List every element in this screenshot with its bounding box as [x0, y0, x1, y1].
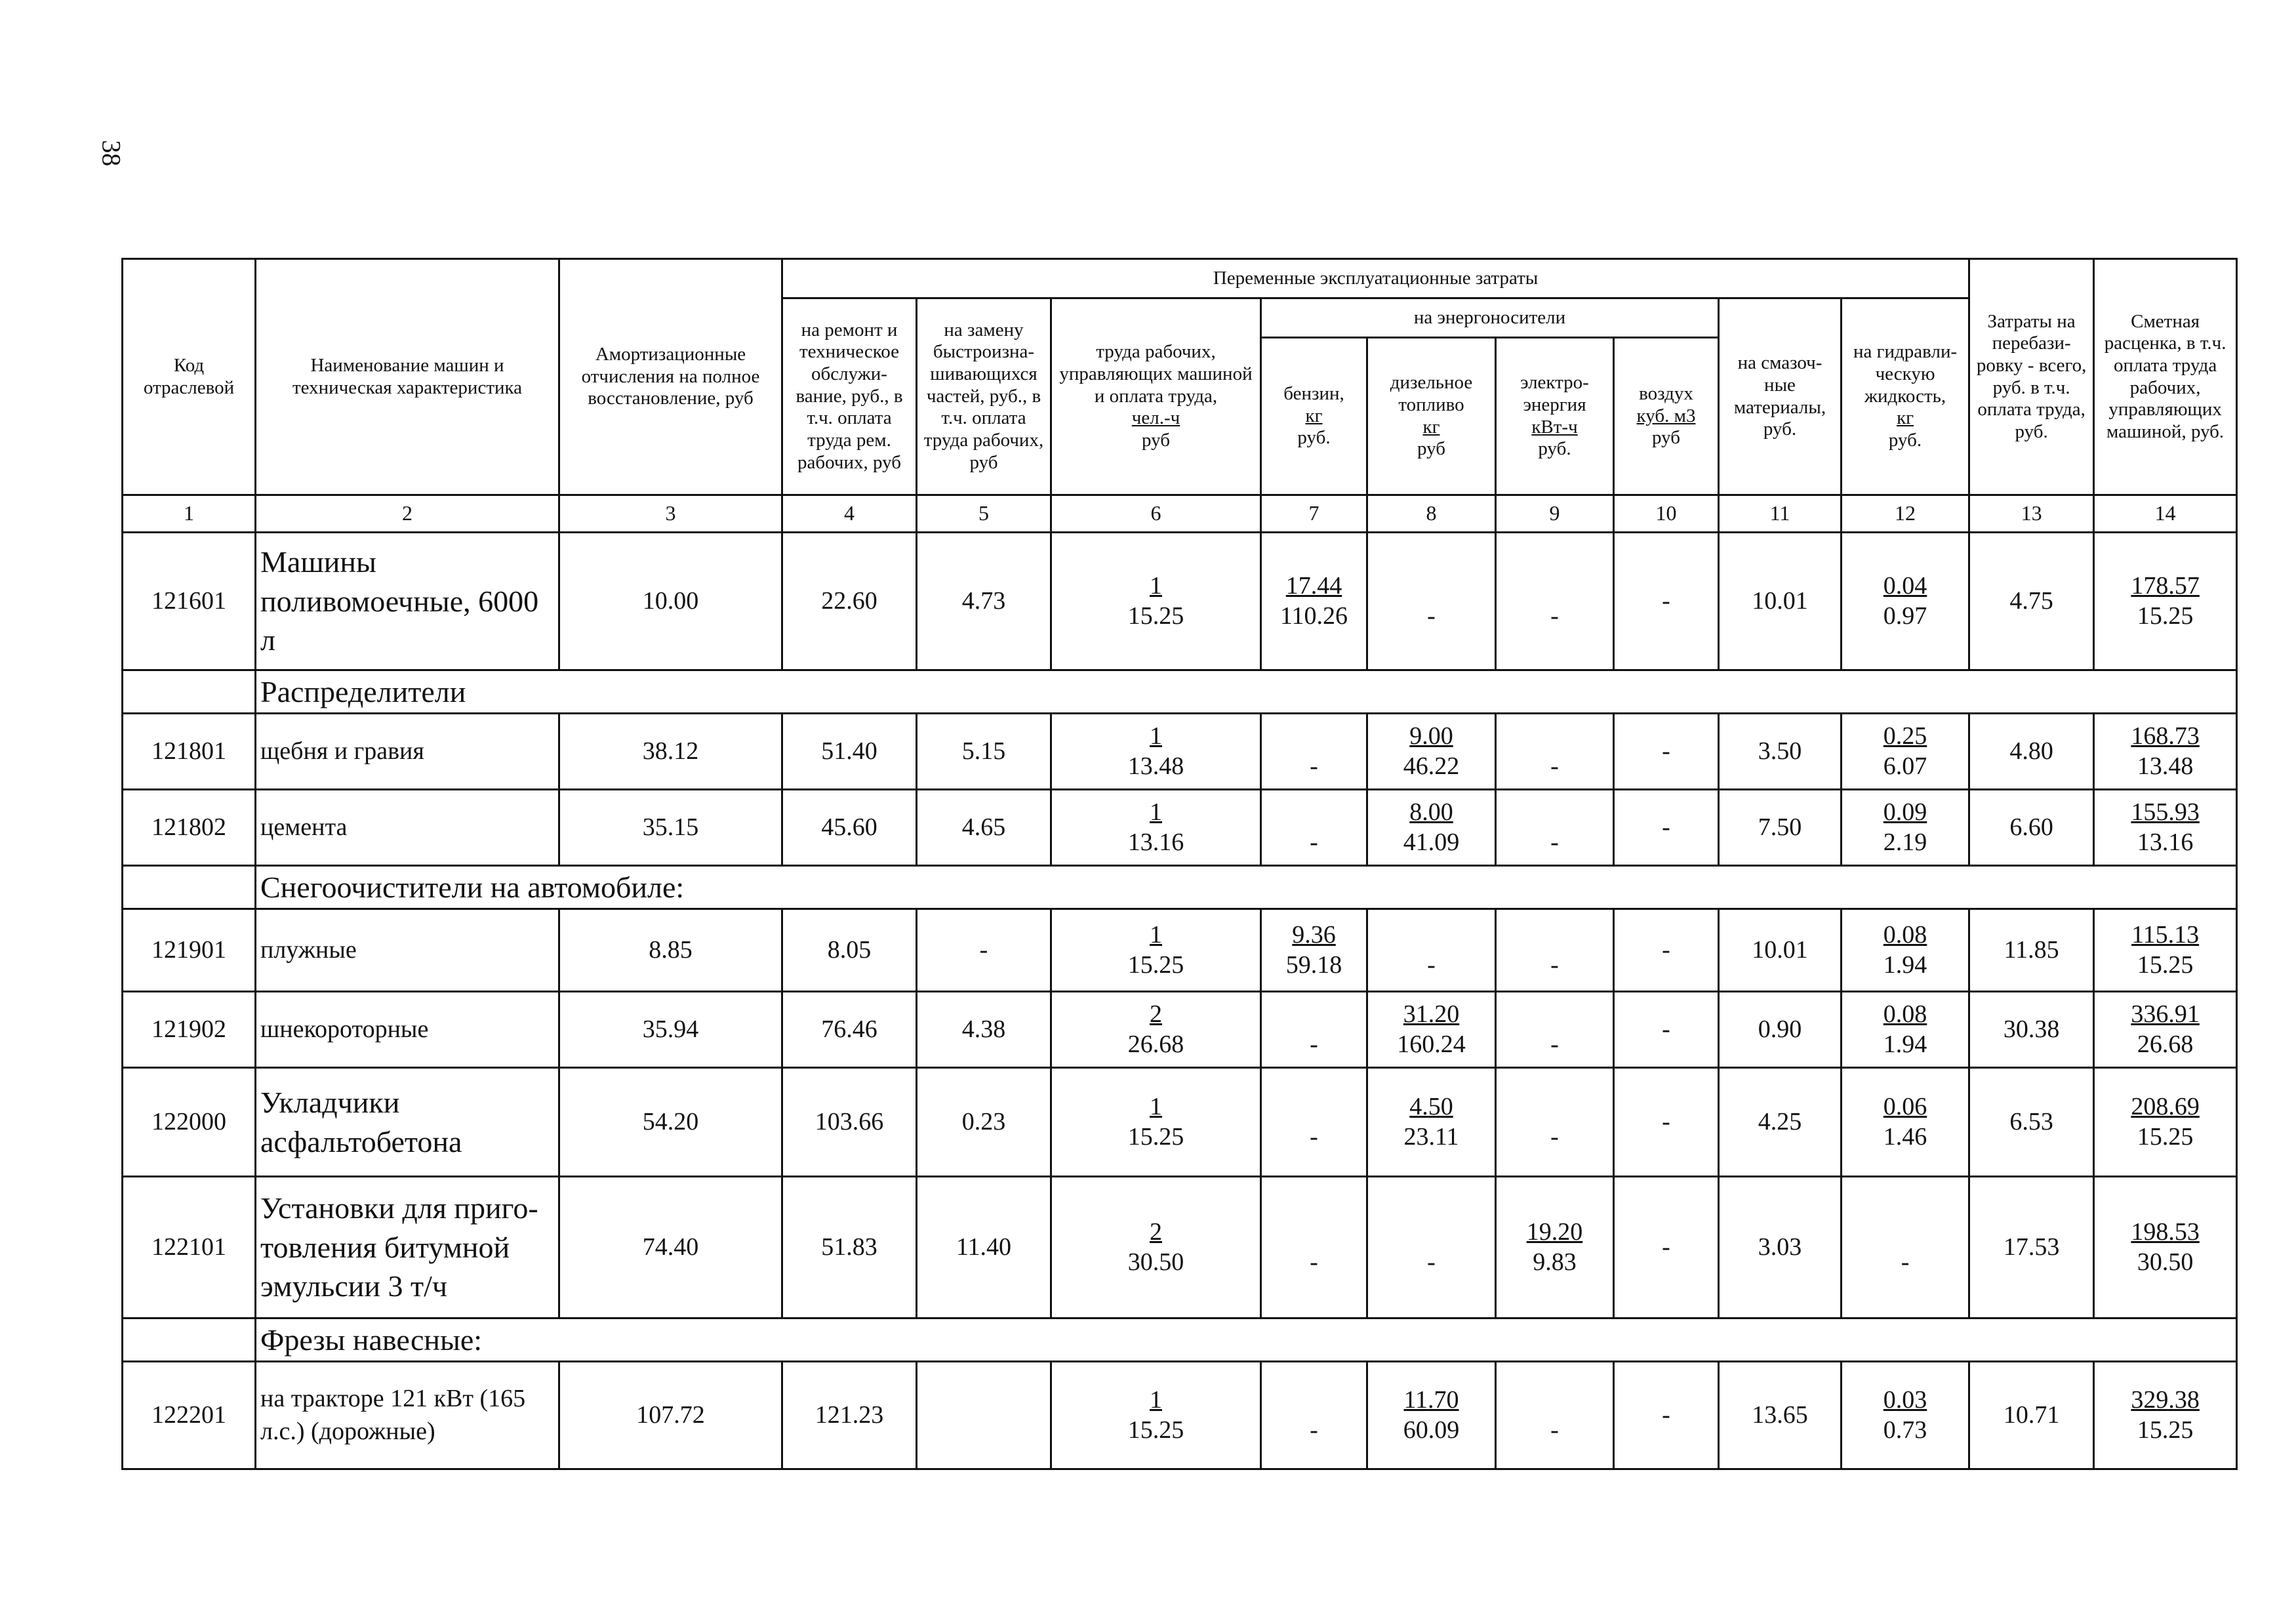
col-number: 9 [1496, 495, 1614, 533]
diesel-cell [1367, 1362, 1496, 1469]
diesel-cell-norm [1372, 571, 1491, 602]
hydraulic-cell [1842, 1177, 1969, 1319]
petrol-cell-norm [1266, 1092, 1362, 1122]
repair-cell: 51.40 [782, 714, 917, 790]
diesel-cell-norm: 9.00 [1409, 722, 1453, 750]
estimate-cell-norm: 155.93 [2131, 798, 2200, 826]
petrol-cell-cost: - [1310, 1122, 1318, 1151]
electricity-cell-cost: - [1550, 602, 1559, 630]
labor-cell-cost: 15.25 [1127, 1122, 1184, 1151]
header-repair: на ремонт и техническое обслужи-вание, руб., в т.ч. оплата труда рем. рабочих, руб [782, 298, 917, 495]
repair-cell: 8.05 [782, 909, 917, 992]
relocation-cell: 11.85 [1969, 909, 2094, 992]
header-energy: на энергоносители [1261, 298, 1719, 338]
header-labor-rub: руб [1142, 429, 1170, 451]
petrol-cell-cost: - [1310, 828, 1318, 856]
electricity-cell-norm [1500, 1092, 1609, 1122]
name-cell: Установки для приго-товления битумной эмульсии 3 т/ч [256, 1177, 559, 1319]
name-cell: щебня и гравия [256, 714, 559, 790]
estimate-cell-norm: 178.57 [2131, 571, 2200, 600]
table-body [123, 533, 2237, 1469]
electricity-cell-cost: - [1550, 951, 1559, 979]
header-petrol-text: бензин, [1283, 383, 1344, 405]
air-cell: - [1614, 992, 1719, 1068]
diesel-cell-cost: 46.22 [1403, 752, 1460, 780]
hydraulic-cell [1842, 714, 1969, 790]
header-variable: Переменные эксплуатационные затраты [782, 259, 1969, 298]
labor-cell [1051, 714, 1261, 790]
header-petrol-rub: руб. [1297, 427, 1331, 449]
hydraulic-cell-norm: 0.09 [1883, 798, 1927, 826]
amort-cell: 35.94 [559, 992, 782, 1068]
petrol-cell-cost: - [1310, 752, 1318, 780]
lube-cell: 0.90 [1719, 992, 1842, 1068]
group-row [123, 670, 2237, 714]
col-number: 1 [123, 495, 256, 533]
lube-cell: 7.50 [1719, 790, 1842, 866]
estimate-cell-norm: 198.53 [2131, 1217, 2200, 1246]
electricity-cell-norm: 19.20 [1526, 1217, 1583, 1246]
labor-cell [1051, 1068, 1261, 1177]
header-lube: на смазоч-ные материалы, руб. [1719, 298, 1842, 495]
table-row [123, 1068, 2237, 1177]
col-number: 11 [1719, 495, 1842, 533]
hydraulic-cell-cost: 1.46 [1883, 1122, 1927, 1151]
header-diesel [1367, 338, 1496, 495]
table-row [123, 790, 2237, 866]
petrol-cell-norm [1266, 1000, 1362, 1030]
labor-cell-norm: 1 [1150, 798, 1162, 826]
header-hydraulic-text: на гидравли-ческую жидкость, [1853, 341, 1958, 407]
header-labor-text: труда рабочих, управляющих машиной и оплата труда, [1059, 341, 1253, 407]
diesel-cell-cost: - [1427, 951, 1436, 979]
header-labor [1051, 298, 1261, 495]
electricity-cell-norm [1500, 722, 1609, 752]
diesel-cell [1367, 992, 1496, 1068]
col-number: 2 [256, 495, 559, 533]
col-number: 12 [1842, 495, 1969, 533]
amort-cell: 107.72 [559, 1362, 782, 1469]
name-cell: цемента [256, 790, 559, 866]
code-cell: 121601 [123, 533, 256, 670]
machine-cost-table [121, 258, 2238, 1470]
group-code-cell [123, 670, 256, 714]
table-row [123, 1362, 2237, 1469]
header-estimate: Сметная расценка, в т.ч. оплата труда рабочих, управляющих машиной, руб. [2094, 259, 2237, 495]
estimate-cell [2094, 533, 2237, 670]
name-cell: на тракторе 121 кВт (165 л.с.) (дорожные) [256, 1362, 559, 1469]
lube-cell: 4.25 [1719, 1068, 1842, 1177]
hydraulic-cell [1842, 1068, 1969, 1177]
table-row [123, 714, 2237, 790]
labor-cell-norm: 1 [1150, 722, 1162, 750]
petrol-cell-cost: - [1310, 1416, 1318, 1444]
electricity-cell-cost: 9.83 [1533, 1248, 1577, 1276]
header-relocation: Затраты на перебази-ровку - всего, руб. в т.ч. оплата труда, руб. [1969, 259, 2094, 495]
name-cell: шнекороторные [256, 992, 559, 1068]
parts-cell: 4.73 [917, 533, 1051, 670]
petrol-cell-norm: 17.44 [1285, 571, 1342, 600]
hydraulic-cell-cost: 2.19 [1883, 828, 1927, 856]
hydraulic-cell [1842, 909, 1969, 992]
electricity-cell-norm [1500, 1000, 1609, 1030]
petrol-cell [1261, 1068, 1367, 1177]
electricity-cell-cost: - [1550, 1122, 1559, 1151]
hydraulic-cell-norm: 0.03 [1883, 1385, 1927, 1414]
relocation-cell: 4.80 [1969, 714, 2094, 790]
diesel-cell-cost: 41.09 [1403, 828, 1460, 856]
air-cell: - [1614, 714, 1719, 790]
petrol-cell [1261, 1362, 1367, 1469]
air-cell: - [1614, 533, 1719, 670]
labor-cell-cost: 30.50 [1127, 1248, 1184, 1276]
estimate-cell-cost: 30.50 [2137, 1248, 2194, 1276]
hydraulic-cell-cost: 0.73 [1883, 1416, 1927, 1444]
lube-cell: 13.65 [1719, 1362, 1842, 1469]
parts-cell: 4.38 [917, 992, 1051, 1068]
labor-cell [1051, 1177, 1261, 1319]
petrol-cell-norm [1266, 1217, 1362, 1248]
diesel-cell-cost: 60.09 [1403, 1416, 1460, 1444]
lube-cell: 10.01 [1719, 909, 1842, 992]
amort-cell: 35.15 [559, 790, 782, 866]
estimate-cell-cost: 15.25 [2137, 1122, 2194, 1151]
hydraulic-cell-norm [1846, 1217, 1964, 1248]
air-cell: - [1614, 1177, 1719, 1319]
hydraulic-cell-cost: 1.94 [1883, 951, 1927, 979]
diesel-cell-cost: - [1427, 1248, 1436, 1276]
estimate-cell-norm: 208.69 [2131, 1092, 2200, 1120]
header-air-rub: руб [1652, 427, 1680, 449]
amort-cell: 38.12 [559, 714, 782, 790]
hydraulic-cell-norm: 0.25 [1883, 722, 1927, 750]
air-cell: - [1614, 790, 1719, 866]
air-cell: - [1614, 909, 1719, 992]
relocation-cell: 17.53 [1969, 1177, 2094, 1319]
header-elec-rub: руб. [1538, 438, 1571, 460]
diesel-cell-cost: - [1427, 602, 1436, 630]
electricity-cell-cost: - [1550, 1030, 1559, 1058]
diesel-cell-norm: 11.70 [1403, 1385, 1459, 1414]
group-code-cell [123, 1319, 256, 1362]
group-heading: Фрезы навесные: [256, 1319, 2237, 1362]
diesel-cell [1367, 714, 1496, 790]
air-cell: - [1614, 1068, 1719, 1177]
col-number: 5 [917, 495, 1051, 533]
hydraulic-cell [1842, 790, 1969, 866]
diesel-cell [1367, 790, 1496, 866]
labor-cell-cost: 15.25 [1127, 602, 1184, 630]
petrol-cell [1261, 533, 1367, 670]
labor-cell-cost: 13.16 [1127, 828, 1184, 856]
header-elec-unit: кВт-ч [1531, 416, 1578, 438]
diesel-cell-norm: 8.00 [1409, 798, 1453, 826]
table-row [123, 992, 2237, 1068]
hydraulic-cell-cost: - [1901, 1248, 1910, 1276]
col-number: 7 [1261, 495, 1367, 533]
page-number: 38 [96, 140, 127, 167]
parts-cell: 5.15 [917, 714, 1051, 790]
code-cell: 121802 [123, 790, 256, 866]
code-cell: 122201 [123, 1362, 256, 1469]
labor-cell-cost: 13.48 [1127, 752, 1184, 780]
header-diesel-rub: руб [1417, 438, 1445, 460]
col-number: 13 [1969, 495, 2094, 533]
diesel-cell-cost: 23.11 [1403, 1122, 1459, 1151]
code-cell: 122000 [123, 1068, 256, 1177]
name-cell: Машины поливомоечные, 6000 л [256, 533, 559, 670]
amort-cell: 74.40 [559, 1177, 782, 1319]
estimate-cell-norm: 329.38 [2131, 1385, 2200, 1414]
code-cell: 121901 [123, 909, 256, 992]
labor-cell-norm: 2 [1150, 1000, 1162, 1028]
electricity-cell [1496, 1362, 1614, 1469]
relocation-cell: 10.71 [1969, 1362, 2094, 1469]
header-hydraulic-unit: кг [1897, 407, 1914, 429]
electricity-cell-cost: - [1550, 1416, 1559, 1444]
lube-cell: 3.03 [1719, 1177, 1842, 1319]
petrol-cell-norm [1266, 798, 1362, 828]
group-code-cell [123, 866, 256, 909]
header-amort: Амортизационные отчисления на полное восстановление, руб [559, 259, 782, 495]
petrol-cell-cost: - [1310, 1030, 1318, 1058]
labor-cell-norm: 1 [1150, 1092, 1162, 1120]
header-labor-unit: чел.-ч [1131, 407, 1180, 429]
code-cell: 121902 [123, 992, 256, 1068]
hydraulic-cell-cost: 1.94 [1883, 1030, 1927, 1058]
petrol-cell [1261, 714, 1367, 790]
parts-cell: 4.65 [917, 790, 1051, 866]
estimate-cell-cost: 15.25 [2137, 1416, 2194, 1444]
header-diesel-text: дизельное топливо [1390, 372, 1473, 415]
header-elec-text: электро-энергия [1520, 372, 1589, 415]
code-cell: 122101 [123, 1177, 256, 1319]
header-parts: на замену быстроизна-шивающихся частей, руб., в т.ч. оплата труда рабочих, руб [917, 298, 1051, 495]
name-cell: плужные [256, 909, 559, 992]
header-petrol-unit: кг [1305, 405, 1323, 426]
estimate-cell-cost: 13.16 [2137, 828, 2194, 856]
electricity-cell [1496, 1177, 1614, 1319]
electricity-cell-norm [1500, 920, 1609, 951]
hydraulic-cell-norm: 0.08 [1883, 1000, 1927, 1028]
labor-cell [1051, 1362, 1261, 1469]
header-hydraulic-rub: руб. [1888, 429, 1922, 451]
electricity-cell-cost: - [1550, 828, 1559, 856]
estimate-cell [2094, 714, 2237, 790]
name-cell: Укладчики асфальтобетона [256, 1068, 559, 1177]
parts-cell: 11.40 [917, 1177, 1051, 1319]
electricity-cell [1496, 714, 1614, 790]
estimate-cell-cost: 26.68 [2137, 1030, 2194, 1058]
col-number: 8 [1367, 495, 1496, 533]
petrol-cell-norm: 9.36 [1292, 920, 1336, 949]
table-row [123, 533, 2237, 670]
electricity-cell-norm [1500, 571, 1609, 602]
col-number: 3 [559, 495, 782, 533]
hydraulic-cell-cost: 0.97 [1883, 602, 1927, 630]
diesel-cell [1367, 533, 1496, 670]
header-air-text: воздух [1639, 383, 1693, 405]
header-air-unit: куб. м3 [1636, 405, 1696, 426]
repair-cell: 22.60 [782, 533, 917, 670]
header-name: Наименование машин и техническая характеристика [256, 259, 559, 495]
lube-cell: 10.01 [1719, 533, 1842, 670]
estimate-cell [2094, 790, 2237, 866]
group-row [123, 866, 2237, 909]
col-number: 10 [1614, 495, 1719, 533]
diesel-cell-norm: 4.50 [1409, 1092, 1453, 1120]
amort-cell: 8.85 [559, 909, 782, 992]
hydraulic-cell [1842, 533, 1969, 670]
estimate-cell-cost: 13.48 [2137, 752, 2194, 780]
relocation-cell: 30.38 [1969, 992, 2094, 1068]
electricity-cell-norm [1500, 798, 1609, 828]
parts-cell [917, 1362, 1051, 1469]
table-header [123, 259, 2237, 533]
repair-cell: 121.23 [782, 1362, 917, 1469]
electricity-cell [1496, 992, 1614, 1068]
labor-cell-norm: 1 [1150, 1385, 1162, 1414]
amort-cell: 10.00 [559, 533, 782, 670]
hydraulic-cell [1842, 1362, 1969, 1469]
parts-cell: 0.23 [917, 1068, 1051, 1177]
estimate-cell [2094, 1068, 2237, 1177]
labor-cell-norm: 1 [1150, 571, 1162, 600]
electricity-cell-cost: - [1550, 752, 1559, 780]
col-number: 14 [2094, 495, 2237, 533]
diesel-cell [1367, 909, 1496, 992]
diesel-cell-norm: 31.20 [1403, 1000, 1460, 1028]
column-number-row [123, 495, 2237, 533]
header-electricity [1496, 338, 1614, 495]
amort-cell: 54.20 [559, 1068, 782, 1177]
labor-cell [1051, 992, 1261, 1068]
diesel-cell [1367, 1068, 1496, 1177]
repair-cell: 45.60 [782, 790, 917, 866]
labor-cell-cost: 15.25 [1127, 1416, 1184, 1444]
petrol-cell-cost: 59.18 [1285, 951, 1342, 979]
relocation-cell: 4.75 [1969, 533, 2094, 670]
header-code: Код отраслевой [123, 259, 256, 495]
group-heading: Снегоочистители на автомобиле: [256, 866, 2237, 909]
repair-cell: 103.66 [782, 1068, 917, 1177]
hydraulic-cell [1842, 992, 1969, 1068]
parts-cell: - [917, 909, 1051, 992]
petrol-cell-norm [1266, 722, 1362, 752]
petrol-cell [1261, 992, 1367, 1068]
table-row [123, 909, 2237, 992]
col-number: 4 [782, 495, 917, 533]
diesel-cell-norm [1372, 1217, 1491, 1248]
labor-cell [1051, 790, 1261, 866]
diesel-cell [1367, 1177, 1496, 1319]
estimate-cell [2094, 909, 2237, 992]
electricity-cell [1496, 533, 1614, 670]
labor-cell-norm: 2 [1150, 1217, 1162, 1246]
diesel-cell-norm [1372, 920, 1491, 951]
relocation-cell: 6.53 [1969, 1068, 2094, 1177]
estimate-cell-norm: 336.91 [2131, 1000, 2200, 1028]
hydraulic-cell-cost: 6.07 [1883, 752, 1927, 780]
estimate-cell-norm: 115.13 [2131, 920, 2200, 949]
petrol-cell [1261, 909, 1367, 992]
electricity-cell-norm [1500, 1385, 1609, 1416]
hydraulic-cell-norm: 0.04 [1883, 571, 1927, 600]
labor-cell-cost: 26.68 [1127, 1030, 1184, 1058]
labor-cell [1051, 533, 1261, 670]
header-hydraulic [1842, 298, 1969, 495]
hydraulic-cell-norm: 0.06 [1883, 1092, 1927, 1120]
col-number: 6 [1051, 495, 1261, 533]
estimate-cell [2094, 992, 2237, 1068]
labor-cell-norm: 1 [1150, 920, 1162, 949]
header-air [1614, 338, 1719, 495]
estimate-cell [2094, 1362, 2237, 1469]
group-heading: Распределители [256, 670, 2237, 714]
petrol-cell [1261, 790, 1367, 866]
table-row [123, 1177, 2237, 1319]
estimate-cell-cost: 15.25 [2137, 951, 2194, 979]
petrol-cell-cost: - [1310, 1248, 1318, 1276]
electricity-cell [1496, 909, 1614, 992]
estimate-cell-norm: 168.73 [2131, 722, 2200, 750]
electricity-cell [1496, 790, 1614, 866]
relocation-cell: 6.60 [1969, 790, 2094, 866]
estimate-cell [2094, 1177, 2237, 1319]
header-diesel-unit: кг [1422, 416, 1440, 438]
code-cell: 121801 [123, 714, 256, 790]
header-petrol [1261, 338, 1367, 495]
repair-cell: 76.46 [782, 992, 917, 1068]
petrol-cell-cost: 110.26 [1279, 602, 1348, 630]
labor-cell-cost: 15.25 [1127, 951, 1184, 979]
group-row [123, 1319, 2237, 1362]
petrol-cell-norm [1266, 1385, 1362, 1416]
petrol-cell [1261, 1177, 1367, 1319]
estimate-cell-cost: 15.25 [2137, 602, 2194, 630]
diesel-cell-cost: 160.24 [1397, 1030, 1466, 1058]
repair-cell: 51.83 [782, 1177, 917, 1319]
lube-cell: 3.50 [1719, 714, 1842, 790]
hydraulic-cell-norm: 0.08 [1883, 920, 1927, 949]
electricity-cell [1496, 1068, 1614, 1177]
air-cell: - [1614, 1362, 1719, 1469]
labor-cell [1051, 909, 1261, 992]
